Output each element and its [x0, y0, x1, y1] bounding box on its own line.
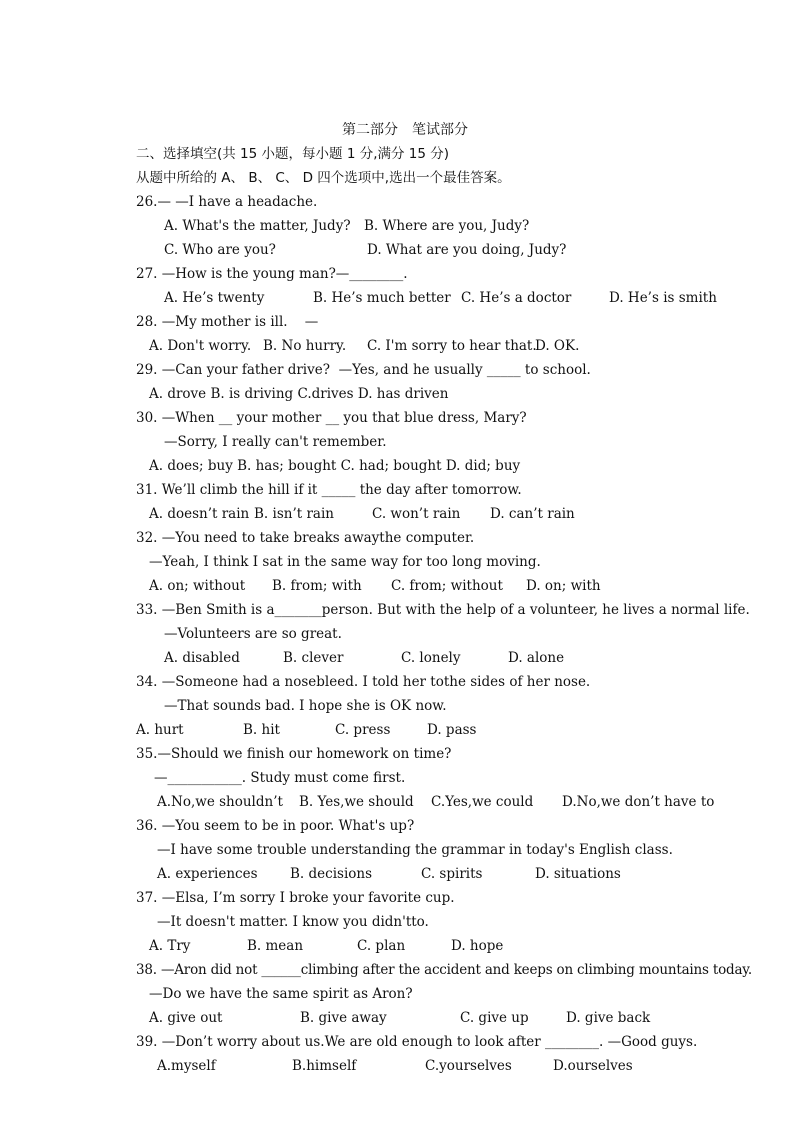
- question-reply: —It doesn't matter. I know you didn'tto.: [157, 914, 429, 930]
- option-c[interactable]: C. lonely: [401, 650, 461, 666]
- option-a[interactable]: A.No,we shouldn’t: [157, 794, 283, 810]
- page-title: 第二部分 笔试部分: [342, 122, 468, 138]
- question-reply: —Do we have the same spirit as Aron?: [149, 986, 413, 1002]
- option-d[interactable]: D. on; with: [526, 578, 601, 594]
- section-heading: 二、选择填空(共 15 小题，每小题 1 分,满分 15 分): [136, 146, 450, 162]
- question-stem: 26.— —I have a headache.: [136, 194, 318, 210]
- option-b[interactable]: B. hit: [243, 722, 280, 738]
- question-stem: 38. —Aron did not ______climbing after the accident and keeps on climbing mountains today.: [136, 962, 753, 978]
- option-a[interactable]: A. Try: [149, 938, 191, 954]
- question-stem: 32. —You need to take breaks awaythe computer.: [136, 530, 475, 546]
- option-a[interactable]: A. on; without: [149, 578, 246, 594]
- question-reply: —Sorry, I really can't remember.: [164, 434, 387, 450]
- option-d[interactable]: D. hope: [451, 938, 504, 954]
- option-b[interactable]: B. Yes,we should: [299, 794, 414, 810]
- question-stem: 31. We’ll climb the hill if it _____ the day after tomorrow.: [136, 482, 522, 498]
- option-a[interactable]: A. experiences: [157, 866, 258, 882]
- option-a[interactable]: A. What's the matter, Judy?: [164, 218, 351, 234]
- question-stem: 30. —When __ your mother __ you that blue dress, Mary?: [136, 410, 527, 426]
- option-d[interactable]: D. give back: [566, 1010, 651, 1026]
- question-reply: —Volunteers are so great.: [164, 626, 342, 642]
- option-c[interactable]: C.yourselves: [425, 1058, 512, 1074]
- option-b[interactable]: B. No hurry.: [263, 338, 347, 354]
- option-d[interactable]: D. alone: [508, 650, 565, 666]
- option-c[interactable]: C. I'm sorry to hear that.: [367, 338, 537, 354]
- option-a[interactable]: A.myself: [157, 1058, 216, 1074]
- question-stem: 37. —Elsa, I’m sorry I broke your favorite cup.: [136, 890, 455, 906]
- option-a[interactable]: A. give out: [149, 1010, 223, 1026]
- option-b[interactable]: B. Where are you, Judy?: [364, 218, 530, 234]
- option-d[interactable]: D. He’s is smith: [609, 290, 717, 306]
- question-reply: —That sounds bad. I hope she is OK now.: [164, 698, 447, 714]
- option-a[interactable]: A. disabled: [164, 650, 240, 666]
- option-a[interactable]: A. doesn’t rain: [149, 506, 250, 522]
- option-c[interactable]: C.Yes,we could: [431, 794, 534, 810]
- option-a[interactable]: A. hurt: [136, 722, 184, 738]
- question-stem: 39. —Don’t worry about us.We are old enough to look after ________. —Good guys.: [136, 1034, 698, 1050]
- option-c[interactable]: C. spirits: [421, 866, 483, 882]
- option-d[interactable]: D. situations: [535, 866, 621, 882]
- option-b[interactable]: B. He’s much better: [313, 290, 451, 306]
- option-b[interactable]: B.himself: [292, 1058, 357, 1074]
- option-d[interactable]: D.ourselves: [553, 1058, 633, 1074]
- option-row[interactable]: A. drove B. is driving C.drives D. has driven: [149, 386, 449, 402]
- option-a[interactable]: A. He’s twenty: [164, 290, 265, 306]
- question-stem: 33. —Ben Smith is a_______person. But with the help of a volunteer, he lives a normal life.: [136, 602, 750, 618]
- option-c[interactable]: C. He’s a doctor: [461, 290, 572, 306]
- option-c[interactable]: C. from; without: [391, 578, 503, 594]
- option-c[interactable]: C. won’t rain: [372, 506, 461, 522]
- option-c[interactable]: C. give up: [460, 1010, 529, 1026]
- option-b[interactable]: B. decisions: [290, 866, 373, 882]
- option-c[interactable]: C. press: [335, 722, 391, 738]
- question-stem: 28. —My mother is ill. —: [136, 314, 319, 330]
- question-reply: —Yeah, I think I sat in the same way for too long moving.: [149, 554, 541, 570]
- option-d[interactable]: D. can’t rain: [490, 506, 575, 522]
- question-stem: 36. —You seem to be in poor. What's up?: [136, 818, 415, 834]
- question-stem: 35.—Should we finish our homework on time?: [136, 746, 452, 762]
- option-b[interactable]: B. mean: [247, 938, 304, 954]
- option-b[interactable]: B. from; with: [272, 578, 362, 594]
- instruction-text: 从题中所给的 A、 B、 C、 D 四个选项中,选出一个最佳答案。: [136, 170, 511, 186]
- option-row[interactable]: A. does; buy B. has; bought C. had; bought D. did; buy: [149, 458, 521, 474]
- option-b[interactable]: B. isn’t rain: [254, 506, 334, 522]
- question-reply: —___________. Study must come first.: [154, 770, 406, 786]
- option-a[interactable]: A. Don't worry.: [149, 338, 252, 354]
- option-b[interactable]: B. give away: [300, 1010, 387, 1026]
- option-c[interactable]: C. plan: [357, 938, 406, 954]
- option-c[interactable]: C. Who are you?: [164, 242, 276, 258]
- option-d[interactable]: D. pass: [427, 722, 477, 738]
- question-stem: 29. —Can your father drive? —Yes, and he usually _____ to school.: [136, 362, 591, 378]
- option-d[interactable]: D. OK.: [535, 338, 580, 354]
- option-d[interactable]: D.No,we don’t have to: [562, 794, 715, 810]
- question-reply: —I have some trouble understanding the grammar in today's English class.: [157, 842, 673, 858]
- question-stem: 27. —How is the young man?—________.: [136, 266, 408, 282]
- question-stem: 34. —Someone had a nosebleed. I told her tothe sides of her nose.: [136, 674, 591, 690]
- option-d[interactable]: D. What are you doing, Judy?: [367, 242, 567, 258]
- option-b[interactable]: B. clever: [283, 650, 344, 666]
